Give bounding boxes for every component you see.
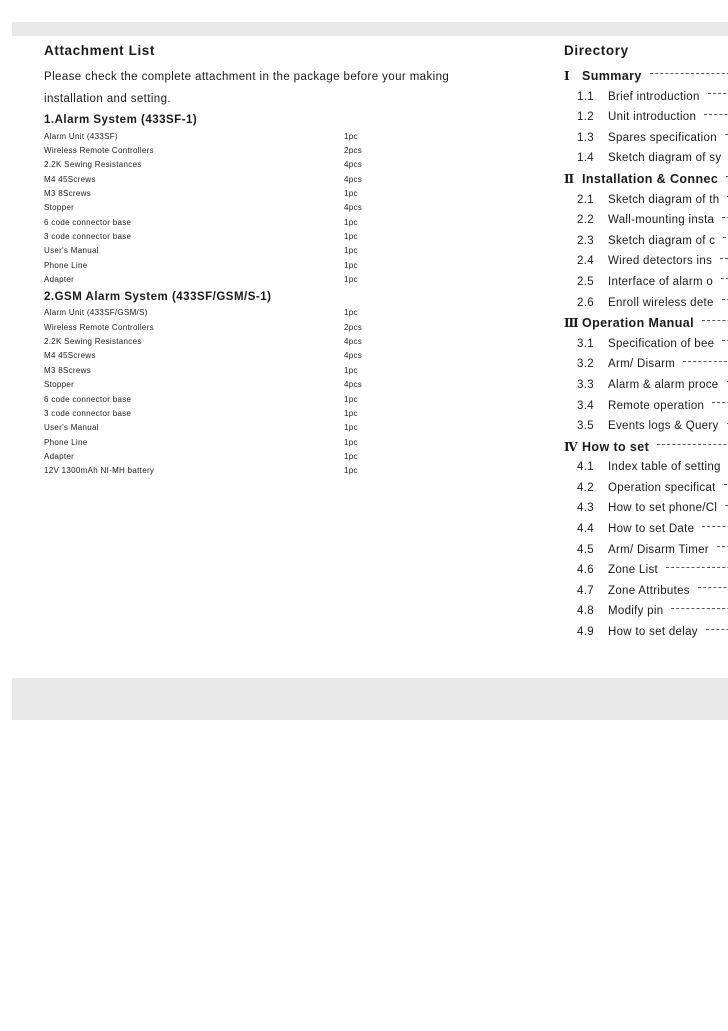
toc-entry bbox=[564, 87, 728, 108]
toc-number: 1.3 bbox=[577, 131, 594, 144]
toc-number: 2.6 bbox=[577, 296, 594, 309]
table-row bbox=[44, 229, 444, 243]
table-row bbox=[44, 172, 444, 186]
toc-number: Ⅱ bbox=[564, 171, 575, 186]
item-name: 6 code connector base bbox=[44, 217, 132, 227]
item-quantity: 1pc bbox=[344, 365, 358, 375]
toc-number: 2.5 bbox=[577, 275, 594, 288]
toc-number: 1.1 bbox=[577, 90, 594, 103]
toc-text: Specification of bee bbox=[608, 337, 715, 350]
toc-entry bbox=[564, 375, 728, 396]
section-heading: 1.Alarm System (433SF-1) bbox=[44, 114, 198, 126]
item-name: 3 code connector base bbox=[44, 408, 132, 418]
toc-number: 2.2 bbox=[577, 214, 594, 227]
toc-number: Ⅳ bbox=[564, 439, 579, 454]
toc-leader-dots bbox=[666, 567, 728, 568]
item-name: Wireless Remote Controllers bbox=[44, 146, 154, 156]
toc-number: 4.2 bbox=[577, 481, 594, 494]
item-quantity: 4pcs bbox=[344, 337, 363, 347]
attachment-list-column bbox=[44, 42, 494, 478]
item-name: M4 45Screws bbox=[44, 174, 96, 184]
toc-entry bbox=[564, 210, 728, 231]
table-row bbox=[44, 320, 444, 334]
toc-text: Events logs & Query bbox=[608, 420, 719, 433]
item-name: Alarm Unit (433SF) bbox=[44, 131, 118, 141]
toc-entry bbox=[564, 293, 728, 314]
item-quantity: 1pc bbox=[344, 189, 358, 199]
toc-leader-dots bbox=[723, 237, 728, 238]
toc-text: Alarm & alarm proce bbox=[608, 378, 719, 391]
toc-number: Ⅲ bbox=[564, 316, 580, 331]
item-quantity: 4pcs bbox=[344, 380, 363, 390]
toc-entry bbox=[564, 148, 728, 169]
toc-leader-dots bbox=[702, 526, 728, 527]
toc-entry bbox=[564, 251, 728, 272]
toc-entry bbox=[564, 354, 728, 375]
toc-entry bbox=[564, 519, 728, 540]
toc-leader-dots bbox=[708, 93, 728, 94]
directory-column bbox=[564, 42, 728, 643]
toc-leader-dots bbox=[720, 258, 728, 259]
toc-text: Zone List bbox=[608, 564, 659, 577]
item-quantity: 2pcs bbox=[344, 322, 363, 332]
toc-text: How to set Date bbox=[608, 523, 695, 536]
table-row bbox=[44, 215, 444, 229]
toc-text: Wall-mounting insta bbox=[608, 214, 715, 227]
item-name: Phone Line bbox=[44, 260, 88, 270]
toc-text: How to set phone/Cl bbox=[608, 502, 718, 515]
table-row bbox=[44, 449, 444, 463]
table-row bbox=[44, 186, 444, 200]
table-row bbox=[44, 306, 444, 320]
toc-entry bbox=[564, 560, 728, 581]
toc-text: Enroll wireless dete bbox=[608, 296, 714, 309]
toc-entry bbox=[564, 478, 728, 499]
item-name: User's Manual bbox=[44, 423, 99, 433]
toc-entry bbox=[564, 107, 728, 128]
toc-text: Sketch diagram of sy bbox=[608, 152, 722, 165]
item-name: 3 code connector base bbox=[44, 232, 132, 242]
toc-leader-dots bbox=[706, 629, 728, 630]
toc-leader-dots bbox=[657, 444, 728, 445]
item-quantity: 1pc bbox=[344, 423, 358, 433]
item-quantity: 1pc bbox=[344, 308, 358, 318]
toc-entry bbox=[564, 457, 728, 478]
toc-number: 3.1 bbox=[577, 337, 594, 350]
item-quantity: 1pc bbox=[344, 437, 358, 447]
toc-number: 4.1 bbox=[577, 461, 594, 474]
attachment-intro: Please check the complete attachment in the package before your making installation and setting. bbox=[44, 71, 450, 105]
item-quantity: 1pc bbox=[344, 275, 358, 285]
toc-chapter bbox=[564, 66, 728, 87]
item-quantity: 1pc bbox=[344, 217, 358, 227]
table-row bbox=[44, 143, 444, 157]
toc-number: 4.8 bbox=[577, 605, 594, 618]
toc-entry bbox=[564, 128, 728, 149]
toc-leader-dots bbox=[717, 546, 728, 547]
table-row bbox=[44, 421, 444, 435]
item-quantity: 2pcs bbox=[344, 146, 363, 156]
toc-text: Arm/ Disarm Timer bbox=[608, 543, 709, 556]
item-name: M3 8Screws bbox=[44, 189, 92, 199]
section-heading: 2.GSM Alarm System (433SF/GSM/S-1) bbox=[44, 290, 272, 303]
toc-text: Operation Manual bbox=[582, 316, 694, 331]
table-row bbox=[44, 435, 444, 449]
toc-entry bbox=[564, 581, 728, 602]
item-quantity: 4pcs bbox=[344, 203, 363, 213]
item-quantity: 1pc bbox=[344, 246, 358, 256]
toc-chapter bbox=[564, 437, 728, 458]
toc-text: Modify pin bbox=[608, 605, 664, 618]
table-row bbox=[44, 363, 444, 377]
item-quantity: 1pc bbox=[344, 466, 358, 476]
item-name: Stopper bbox=[44, 380, 75, 390]
toc-text: Interface of alarm o bbox=[608, 275, 714, 288]
toc-number: 1.2 bbox=[577, 111, 594, 124]
item-quantity: 1pc bbox=[344, 451, 358, 461]
toc-text: Spares specification bbox=[608, 131, 717, 144]
items-table-1 bbox=[44, 129, 444, 287]
bottom-divider-band bbox=[12, 678, 728, 720]
toc-chapter bbox=[564, 169, 728, 190]
item-name: Stopper bbox=[44, 203, 75, 213]
toc-leader-dots bbox=[698, 587, 728, 588]
attachment-list-title: Attachment List bbox=[44, 43, 156, 58]
item-quantity: 1pc bbox=[344, 394, 358, 404]
top-divider-band bbox=[12, 22, 728, 36]
item-name: Alarm Unit (433SF/GSM/S) bbox=[44, 308, 148, 318]
toc-number: 3.5 bbox=[577, 420, 594, 433]
toc-leader-dots bbox=[722, 299, 728, 300]
item-name: 2.2K Sewing Resistances bbox=[44, 160, 142, 170]
table-row bbox=[44, 244, 444, 258]
toc-leader-dots bbox=[724, 484, 728, 485]
toc-leader-dots bbox=[721, 278, 728, 279]
table-row bbox=[44, 349, 444, 363]
table-row bbox=[44, 272, 444, 286]
item-name: M4 45Screws bbox=[44, 351, 96, 361]
directory-title: Directory bbox=[564, 43, 629, 58]
toc-entry bbox=[564, 416, 728, 437]
items-table-2 bbox=[44, 306, 444, 478]
toc-text: Index table of setting bbox=[608, 461, 721, 474]
toc-leader-dots bbox=[722, 217, 728, 218]
toc-chapter bbox=[564, 313, 728, 334]
item-name: M3 8Screws bbox=[44, 365, 92, 375]
toc-number: Ⅰ bbox=[564, 69, 571, 83]
item-name: Adapter bbox=[44, 451, 75, 461]
toc-number: 2.1 bbox=[577, 193, 594, 206]
toc-entry bbox=[564, 190, 728, 211]
item-name: User's Manual bbox=[44, 246, 99, 256]
table-row bbox=[44, 406, 444, 420]
toc-text: Installation & Connec bbox=[582, 171, 719, 186]
item-quantity: 4pcs bbox=[344, 160, 363, 170]
toc-text: How to set delay bbox=[608, 626, 698, 639]
toc-text: Brief introduction bbox=[608, 90, 700, 103]
toc-text: Sketch diagram of th bbox=[608, 193, 720, 206]
toc-entry bbox=[564, 540, 728, 561]
toc-number: 4.7 bbox=[577, 584, 594, 597]
toc-leader-dots bbox=[671, 608, 728, 609]
toc-entry bbox=[564, 231, 728, 252]
item-name: 6 code connector base bbox=[44, 394, 132, 404]
toc-entry bbox=[564, 601, 728, 622]
item-quantity: 4pcs bbox=[344, 174, 363, 184]
toc-leader-dots bbox=[722, 340, 728, 341]
toc-text: Unit introduction bbox=[608, 111, 697, 124]
toc-text: Wired detectors ins bbox=[608, 255, 713, 268]
toc-number: 3.4 bbox=[577, 399, 594, 412]
table-row bbox=[44, 129, 444, 143]
item-name: 2.2K Sewing Resistances bbox=[44, 337, 142, 347]
toc-leader-dots bbox=[712, 402, 728, 403]
item-name: Wireless Remote Controllers bbox=[44, 322, 154, 332]
toc-leader-dots bbox=[704, 114, 728, 115]
toc-text: How to set bbox=[582, 439, 650, 454]
toc-entry bbox=[564, 334, 728, 355]
table-row bbox=[44, 464, 444, 478]
toc-leader-dots bbox=[683, 361, 728, 362]
item-quantity: 1pc bbox=[344, 408, 358, 418]
toc-number: 2.3 bbox=[577, 234, 594, 247]
toc-leader-dots bbox=[650, 73, 728, 74]
toc-entry bbox=[564, 498, 728, 519]
toc-number: 4.3 bbox=[577, 502, 594, 515]
toc-text: Operation specificat bbox=[608, 481, 716, 494]
table-row bbox=[44, 158, 444, 172]
toc-number: 4.9 bbox=[577, 626, 594, 639]
toc-text: Summary bbox=[582, 69, 642, 83]
toc-number: 4.5 bbox=[577, 543, 594, 556]
item-quantity: 1pc bbox=[344, 232, 358, 242]
toc-leader-dots bbox=[702, 320, 728, 321]
table-row bbox=[44, 201, 444, 215]
item-quantity: 1pc bbox=[344, 131, 358, 141]
toc-text: Remote operation bbox=[608, 399, 705, 412]
toc-entry bbox=[564, 622, 728, 643]
table-row bbox=[44, 334, 444, 348]
table-row bbox=[44, 258, 444, 272]
toc-number: 2.4 bbox=[577, 255, 594, 268]
item-name: 12V 1300mAh NI-MH battery bbox=[44, 466, 155, 476]
toc-number: 3.2 bbox=[577, 358, 594, 371]
toc-text: Arm/ Disarm bbox=[608, 358, 676, 371]
toc-entry bbox=[564, 272, 728, 293]
toc-number: 4.4 bbox=[577, 523, 594, 536]
toc-text: Sketch diagram of c bbox=[608, 234, 716, 247]
toc-number: 3.3 bbox=[577, 378, 594, 391]
toc-number: 1.4 bbox=[577, 152, 594, 165]
toc-number: 4.6 bbox=[577, 564, 594, 577]
table-of-contents bbox=[564, 66, 728, 643]
item-name: Adapter bbox=[44, 275, 75, 285]
item-quantity: 1pc bbox=[344, 260, 358, 270]
toc-entry bbox=[564, 396, 728, 417]
table-row bbox=[44, 378, 444, 392]
item-quantity: 4pcs bbox=[344, 351, 363, 361]
item-name: Phone Line bbox=[44, 437, 88, 447]
table-row bbox=[44, 392, 444, 406]
toc-text: Zone Attributes bbox=[608, 584, 690, 597]
